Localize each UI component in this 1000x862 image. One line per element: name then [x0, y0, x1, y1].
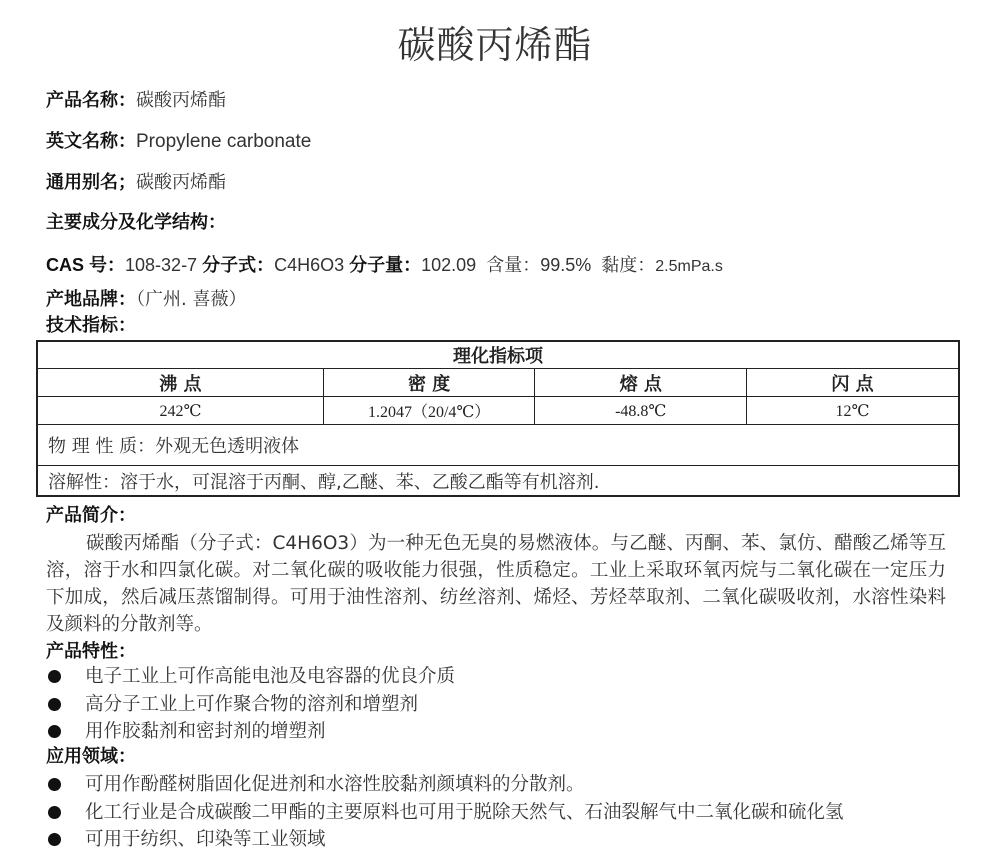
bullet-icon — [48, 670, 61, 683]
viscosity-label: 黏度： — [601, 255, 656, 275]
bullet-icon — [48, 778, 61, 791]
mol-weight-label: 分子量： — [349, 255, 422, 275]
english-name-value: Propylene carbonate — [136, 131, 312, 152]
bullet-icon — [48, 833, 61, 846]
composition-row — [46, 212, 226, 234]
bullet-icon — [48, 698, 61, 711]
mol-weight-value: 102.09 — [421, 255, 477, 275]
formula-label: 分子式： — [202, 255, 275, 275]
physical-properties: 物 理 性 质：外观无色透明液体 — [37, 425, 959, 466]
origin-label: 产地品牌： — [46, 289, 136, 310]
product-name-row — [46, 90, 226, 112]
col-melting-point: 熔 点 — [535, 369, 747, 397]
cas-value: 108-32-7 — [125, 255, 198, 275]
alias-row — [46, 172, 226, 194]
feature-text: 高分子工业上可作聚合物的溶剂和增塑剂 — [85, 693, 419, 715]
origin-row — [46, 289, 246, 311]
feature-text: 电子工业上可作高能电池及电容器的优良介质 — [85, 666, 456, 687]
alias-label: 通用别名； — [46, 172, 136, 193]
applications-list — [46, 771, 844, 854]
application-text: 可用于纺织、印染等工业领域 — [85, 829, 326, 850]
intro-heading-row — [46, 505, 136, 527]
list-item — [46, 663, 455, 691]
col-density: 密 度 — [323, 369, 535, 397]
features-list — [46, 663, 455, 746]
content-label: 含量： — [486, 255, 541, 275]
applications-heading: 应用领域： — [46, 746, 136, 767]
english-name-label: 英文名称： — [46, 131, 136, 152]
formula-value: C4H6O3 — [274, 255, 345, 275]
tech-label: 技术指标： — [46, 315, 136, 336]
spec-table — [36, 340, 960, 497]
intro-heading: 产品简介： — [46, 505, 136, 526]
melting-point-value: -48.8℃ — [535, 397, 747, 425]
boiling-point-value: 242℃ — [37, 397, 323, 425]
col-flash-point: 闪 点 — [746, 369, 959, 397]
cas-label: CAS 号： — [46, 255, 126, 275]
spec-table-header: 理化指标项 — [37, 341, 959, 369]
density-value: 1.2047（20/4℃） — [323, 397, 535, 425]
list-item — [46, 691, 455, 719]
features-heading: 产品特性： — [46, 641, 136, 662]
application-text: 可用作酚醛树脂固化促进剂和水溶性胶黏剂颜填料的分散剂。 — [85, 774, 585, 795]
page-title: 碳酸丙烯酯 — [397, 23, 593, 67]
solubility: 溶解性：溶于水，可混溶于丙酮、醇,乙醚、苯、乙酸乙酯等有机溶剂. — [37, 466, 959, 497]
bullet-icon — [48, 806, 61, 819]
intro-paragraph: 碳酸丙烯酯（分子式：C4H6O3）为一种无色无臭的易燃液体。与乙醚、丙酮、苯、氯仿、醋酸乙烯等互溶，溶于水和四氯化碳。对二氧化碳的吸收能力很强，性质稳定。工业上采取环氧丙烷与二氧化碳在一定压力下加成，然后减压蒸馏制得。可用于油性溶剂、纺丝溶剂、烯烃、芳烃萃取剂、二氧化碳吸收剂，水溶性染料及颜料的分散剂等。 — [46, 533, 946, 635]
tech-row — [46, 315, 136, 337]
list-item — [46, 826, 844, 854]
alias-value: 碳酸丙烯酯 — [136, 172, 226, 193]
product-name-value: 碳酸丙烯酯 — [136, 90, 226, 111]
features-heading-row — [46, 641, 136, 663]
list-item — [46, 718, 455, 746]
viscosity-value: 2.5mPa.s — [655, 258, 723, 275]
list-item — [46, 771, 844, 799]
english-name-row — [46, 131, 311, 153]
chem-props-row — [46, 254, 723, 278]
application-text: 化工行业是合成碳酸二甲酯的主要原料也可用于脱除天然气、石油裂解气中二氧化碳和硫化氢 — [85, 801, 844, 823]
product-name-label: 产品名称： — [46, 90, 136, 111]
bullet-icon — [48, 725, 61, 738]
origin-value: （广州. 喜薇） — [136, 289, 247, 310]
composition-label: 主要成分及化学结构： — [46, 212, 226, 233]
list-item — [46, 799, 844, 827]
applications-heading-row — [46, 746, 136, 768]
col-boiling-point: 沸 点 — [37, 369, 323, 397]
content-value: 99.5% — [540, 255, 592, 275]
flash-point-value: 12℃ — [746, 397, 959, 425]
feature-text: 用作胶黏剂和密封剂的增塑剂 — [85, 721, 326, 742]
